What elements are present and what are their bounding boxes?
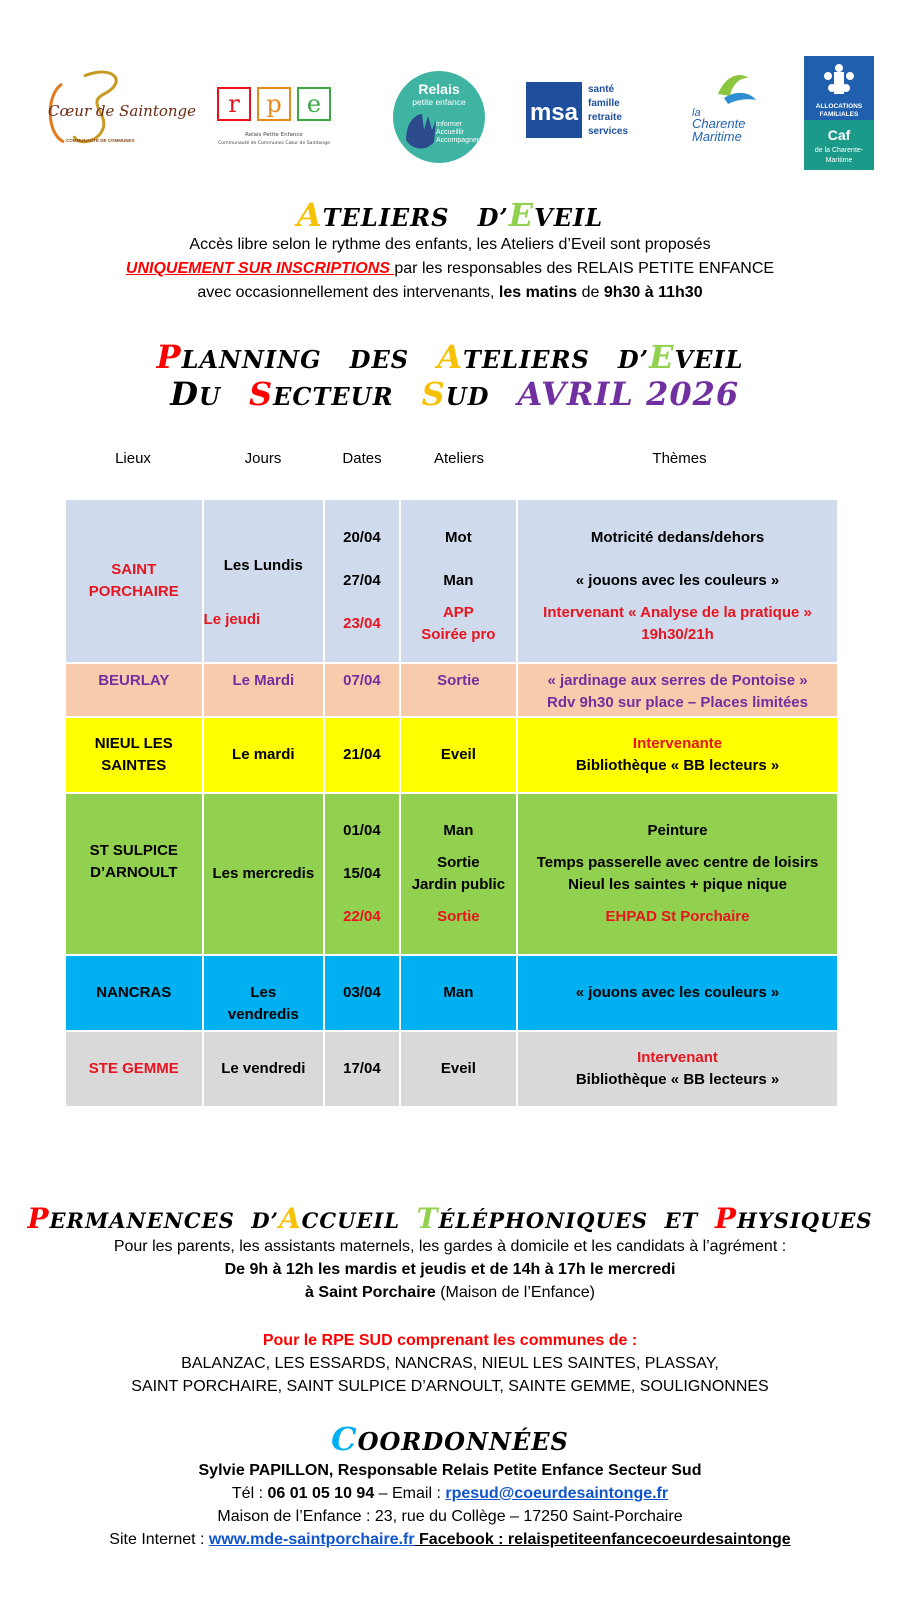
perm-place-rest: (Maison de l’Enfance): [435, 1284, 595, 1301]
intro-line3-b: les matins: [494, 284, 578, 301]
dates-st-sulpice: [325, 794, 399, 954]
date-01-04: 01/04: [343, 822, 381, 839]
permanences-title: [0, 1202, 900, 1235]
header-dates: Dates: [342, 450, 382, 467]
site-label: Site Internet :: [109, 1531, 209, 1548]
lieu-st-sulpice: [66, 794, 202, 954]
coeur-de-saintonge-logo: [44, 64, 197, 152]
website-link[interactable]: www.mde-saintporchaire.fr: [208, 1531, 415, 1548]
planning-word-des: DES: [349, 345, 410, 374]
title-word-ateliers: TELIERS: [322, 203, 450, 232]
table-row-ste-gemme: [66, 1032, 837, 1106]
rpe-sud-heading: Pour le RPE SUD comprenant les communes de :: [262, 1332, 638, 1349]
planning-title-line2: [0, 377, 900, 414]
lieu-nancras: NANCRAS: [66, 956, 202, 1030]
theme-beurlay-line2: Rdv 9h30 sur place – Places limitées: [547, 694, 808, 711]
theme-beurlay: [518, 664, 837, 716]
planning-letter-a: A: [437, 338, 464, 376]
rpe-sub1: Relais Petite Enfance: [245, 132, 303, 138]
themes-st-sulpice: [518, 794, 837, 954]
planning-word-sud: UD: [445, 382, 490, 411]
table-headers: [65, 450, 840, 474]
table-row-nancras: [66, 956, 837, 1030]
atelier-beurlay: Sortie: [401, 664, 516, 716]
lieu-sulpice-line2: D’ARNOULT: [90, 864, 178, 881]
atelier-sulpice-man: Man: [443, 822, 474, 839]
date-27-04: 27/04: [343, 572, 381, 589]
header-ateliers: Ateliers: [433, 450, 485, 467]
jour-lundis: Les Lundis: [223, 557, 303, 574]
lieu-sulpice-line1: ST SULPICE: [89, 842, 178, 859]
date-23-04: 23/04: [343, 615, 381, 632]
jour-nancras: [204, 956, 324, 1030]
date-gemme: 17/04: [325, 1032, 399, 1106]
intro-line2: [0, 257, 900, 281]
ateliers-st-sulpice: [401, 794, 516, 954]
perm-letter-t: T: [416, 1202, 439, 1235]
bird-icon: [718, 75, 748, 96]
inscriptions-note: UNIQUEMENT SUR INSCRIPTIONS: [125, 260, 395, 277]
communes-line2: SAINT PORCHAIRE, SAINT SULPICE D’ARNOULT, SAINTE GEMME, SOULIGNONNES: [131, 1378, 769, 1395]
table-row-saint-porchaire: [66, 500, 837, 662]
title-letter-e: E: [508, 196, 535, 234]
relais-petite-enfance-logo: [392, 70, 486, 164]
relais-line2: Accueillir: [436, 129, 465, 136]
caf-line4: de la Charente-: [814, 147, 864, 154]
planning-word-du: U: [198, 382, 221, 411]
theme-gemme-line2: Bibliothèque « BB lecteurs »: [575, 1071, 780, 1088]
logo-bar: [0, 52, 900, 172]
theme-nieul-line2: Bibliothèque « BB lecteurs »: [575, 757, 780, 774]
table-row-nieul: [66, 718, 837, 792]
header-lieux: Lieux: [115, 450, 151, 467]
msa-mark: msa: [529, 99, 579, 126]
atelier-nancras: Man: [401, 956, 516, 1030]
msa-line4: services: [588, 126, 629, 137]
lieu-saint-porchaire: [66, 500, 202, 662]
theme-couleurs: « jouons avec les couleurs »: [575, 572, 780, 589]
coord-letter-c: C: [331, 1420, 358, 1458]
rpe-letter-r: r: [228, 90, 240, 118]
date-20-04: 20/04: [343, 529, 381, 546]
lieu-line2: PORCHAIRE: [88, 583, 179, 600]
jour-gemme: Le vendredi: [204, 1032, 324, 1106]
facebook-link[interactable]: Facebook : relaispetiteenfancecoeurdesaintonge: [414, 1531, 791, 1548]
charente-maritime-logo: [690, 70, 762, 148]
rpe-letter-p: p: [266, 90, 282, 118]
planning-word-d: D’: [617, 345, 650, 374]
msa-logo: [526, 80, 652, 140]
rpe-sub2: Communauté de Communes Cœur de Saintonge: [218, 141, 330, 146]
atelier-man: Man: [443, 572, 474, 589]
tel-label: Tél :: [231, 1485, 268, 1502]
communes-block: [0, 1329, 900, 1398]
lieu-nieul-line2: SAINTES: [101, 757, 167, 774]
planning-letter-s: S: [248, 375, 274, 413]
planning-month: AVRIL 2026: [517, 375, 740, 413]
msa-line3: retraite: [588, 112, 622, 123]
caf-line5: Maritime: [825, 157, 853, 164]
theme-nancras: « jouons avec les couleurs »: [518, 956, 837, 1030]
atelier-app: [401, 603, 516, 646]
site-line: [0, 1528, 900, 1551]
phone-number: 06 01 05 10 94: [267, 1485, 375, 1502]
planning-word-eveil: VEIL: [674, 345, 744, 374]
email-link[interactable]: rpesud@coeurdesaintonge.fr: [445, 1485, 669, 1502]
perm-word-permanences: ERMANENCES: [49, 1208, 235, 1233]
header-jours: Jours: [244, 450, 282, 467]
planning-letter-p: P: [156, 338, 182, 376]
theme-passerelle-line2: Nieul les saintes + pique nique: [568, 876, 787, 893]
jour-nancras-line1: Les: [250, 984, 277, 1001]
jour-nieul: Le mardi: [204, 718, 324, 792]
perm-word-d: D’: [251, 1208, 279, 1233]
msa-line1: santé: [588, 84, 615, 95]
title-word-eveil: VEIL: [534, 203, 604, 232]
theme-nieul: [518, 718, 837, 792]
lieu-nieul-line1: NIEUL LES: [94, 735, 173, 752]
theme-intervenant-line1: Intervenant « Analyse de la pratique »: [543, 604, 812, 621]
atelier-sulpice-sortie: [401, 853, 516, 896]
perm-letter-p: P: [27, 1202, 50, 1235]
table-row-beurlay: [66, 664, 837, 716]
rpe-logo: [212, 82, 336, 154]
address: Maison de l’Enfance : 23, rue du Collège – 17250 Saint-Porchaire: [217, 1508, 683, 1525]
planning-table: [64, 498, 839, 1108]
theme-peinture: Peinture: [647, 822, 708, 839]
coord-word: OORDONNÉES: [357, 1427, 569, 1456]
table-row-st-sulpice: [66, 794, 837, 954]
title-word-d: D’: [477, 203, 509, 232]
theme-passerelle-line1: Temps passerelle avec centre de loisirs: [536, 854, 819, 871]
ateliers-saint-porchaire: [401, 500, 516, 662]
rpe-letter-e: e: [306, 90, 322, 118]
jour-jeudi: Le jeudi: [203, 611, 261, 628]
theme-gemme: [518, 1032, 837, 1106]
cm-line1: la: [692, 107, 701, 119]
msa-line2: famille: [588, 98, 620, 109]
atelier-sortie-line2: Jardin public: [411, 876, 506, 893]
theme-gemme-line1: Intervenant: [637, 1049, 718, 1066]
perm-hours: De 9h à 12h les mardis et jeudis et de 14h à 17h le mercredi: [224, 1261, 676, 1278]
atelier-nieul: Eveil: [401, 718, 516, 792]
perm-letter-a: A: [278, 1202, 302, 1235]
communes-line1: BALANZAC, LES ESSARDS, NANCRAS, NIEUL LES SAINTES, PLASSAY,: [181, 1355, 719, 1372]
planning-word-ateliers: TELIERS: [463, 345, 590, 374]
caf-line2: FAMILIALES: [819, 111, 859, 118]
themes-saint-porchaire: [518, 500, 837, 662]
intro-line3-c: de: [577, 284, 604, 301]
jour-nancras-line2: vendredis: [227, 1006, 299, 1023]
atelier-mot: Mot: [445, 529, 472, 546]
intro-hours: 9h30 à 11h30: [603, 284, 703, 301]
relais-line3: Accompagner: [436, 137, 480, 144]
lieu-line1: SAINT: [111, 561, 157, 578]
relais-title2: petite enfance: [412, 97, 466, 107]
date-beurlay: 07/04: [325, 664, 399, 716]
atelier-sulpice-sortie2: Sortie: [437, 908, 480, 925]
planning-title-line1: [0, 340, 900, 377]
jour-beurlay: Le Mardi: [204, 664, 324, 716]
header-themes: Thèmes: [652, 450, 707, 467]
date-22-04: 22/04: [343, 908, 381, 925]
intro: [0, 233, 900, 305]
planning-title: [0, 340, 900, 414]
logo-cds-sub: COMMUNAUTÉ DE COMMUNES: [66, 138, 135, 143]
theme-passerelle: [518, 853, 837, 896]
theme-nieul-line1: Intervenante: [632, 735, 723, 752]
date-15-04: 15/04: [343, 865, 381, 882]
atelier-app-line2: Soirée pro: [421, 626, 496, 643]
atelier-app-line1: APP: [442, 604, 474, 621]
perm-word-et: ET: [664, 1208, 699, 1233]
caf-line1: ALLOCATIONS: [815, 103, 863, 110]
perm-word-telephoniques: ÉLÉPHONIQUES: [438, 1208, 648, 1233]
intro-line2-rest: par les responsables des RELAIS PETITE ENFANCE: [394, 260, 775, 277]
page-title: [0, 196, 900, 234]
contact-name: Sylvie PAPILLON, Responsable Relais Petite Enfance Secteur Sud: [198, 1462, 702, 1479]
email-label: – Email :: [374, 1485, 446, 1502]
planning-word-planning: LANNING: [181, 345, 322, 374]
permanences-body: [0, 1235, 900, 1304]
planning-letter-s2: S: [421, 375, 446, 413]
perm-line1: Pour les parents, les assistants maternels, les gardes à domicile et les candidats à l’agrément :: [113, 1238, 787, 1255]
dates-saint-porchaire: [325, 500, 399, 662]
relais-title1: Relais: [418, 81, 460, 97]
perm-word-physiques: HYSIQUES: [736, 1208, 873, 1233]
date-nancras: 03/04: [325, 956, 399, 1030]
intro-line3: [0, 281, 900, 305]
date-nieul: 21/04: [325, 718, 399, 792]
perm-place: à Saint Porchaire: [305, 1284, 436, 1301]
jours-saint-porchaire: [204, 500, 324, 662]
caf-line3: Caf: [827, 127, 851, 143]
theme-ehpad: EHPAD St Porchaire: [605, 908, 750, 925]
logo-cds-text: Cœur de Saintonge: [48, 102, 197, 120]
coordonnees-title: [0, 1420, 900, 1458]
perm-line3: [0, 1281, 900, 1304]
theme-motricite: Motricité dedans/dehors: [590, 529, 765, 546]
planning-letter-e: E: [649, 338, 675, 376]
atelier-gemme: Eveil: [401, 1032, 516, 1106]
theme-intervenant-line2: 19h30/21h: [641, 626, 714, 643]
title-letter-a: A: [296, 196, 323, 234]
jour-mercredis: Les mercredis: [204, 794, 324, 954]
theme-intervenant: [518, 603, 837, 646]
theme-beurlay-line1: « jardinage aux serres de Pontoise »: [547, 672, 808, 689]
cm-line2: Charente: [692, 116, 746, 131]
intro-line3-a: avec occasionnellement des intervenants,: [197, 284, 495, 301]
intro-line1: Accès libre selon le rythme des enfants, les Ateliers d’Eveil sont proposés: [189, 236, 711, 253]
atelier-sortie-line1: Sortie: [437, 854, 480, 871]
perm-word-accueil: CCUEIL: [301, 1208, 401, 1233]
relais-line1: Informer: [436, 121, 463, 128]
lieu-ste-gemme: STE GEMME: [66, 1032, 202, 1106]
planning-letter-d: D: [170, 375, 199, 413]
planning-word-secteur: ECTEUR: [273, 382, 394, 411]
coordonnees-body: [0, 1459, 900, 1551]
perm-letter-p2: P: [714, 1202, 737, 1235]
lieu-beurlay: BEURLAY: [66, 664, 202, 716]
contact-line: [0, 1482, 900, 1505]
cm-line3: Maritime: [692, 129, 742, 144]
caf-logo: [804, 56, 874, 170]
lieu-nieul: [66, 718, 202, 792]
